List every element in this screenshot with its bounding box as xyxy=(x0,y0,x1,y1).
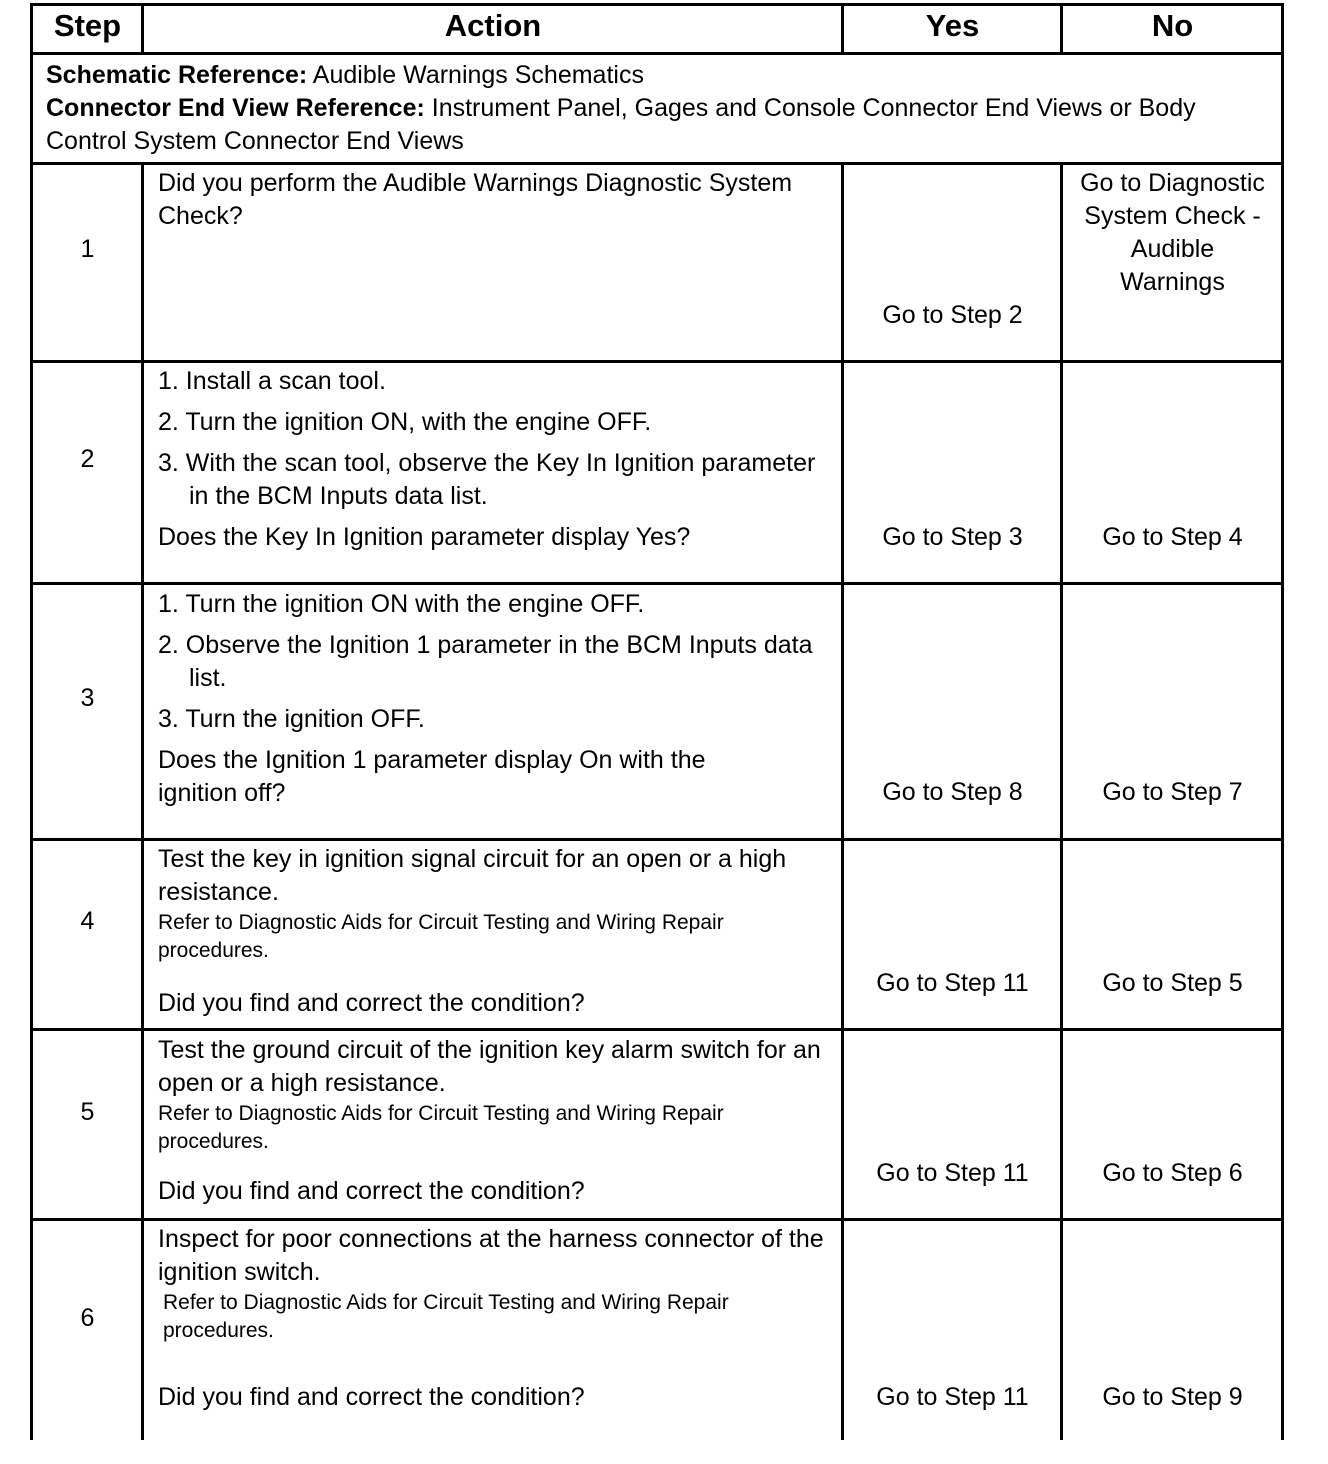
step-number: 4 xyxy=(80,907,95,935)
no-cell: Go to Diagnostic System Check - Audible Warnings xyxy=(1080,169,1265,296)
step-number: 5 xyxy=(80,1098,95,1126)
reference-note: Refer to Diagnostic Aids for Circuit Testing and Wiring Repair procedures. xyxy=(158,1102,724,1153)
yes-cell: Go to Step 11 xyxy=(876,1159,1029,1187)
header-step: Step xyxy=(53,8,122,43)
action-cell xyxy=(158,365,828,554)
no-cell: Go to Step 7 xyxy=(1102,778,1243,806)
schematic-reference xyxy=(46,59,1272,92)
list-item: 3. With the scan tool, observe the Key In Ignition parameter in the BCM Inputs data list. xyxy=(158,449,816,510)
action-question: Did you find and correct the condition? xyxy=(158,989,585,1017)
action-cell xyxy=(158,1034,833,1156)
action-question: Does the Ignition 1 parameter display On with the ignition off? xyxy=(158,746,706,807)
yes-cell: Go to Step 11 xyxy=(876,969,1029,997)
action-text: Test the ground circuit of the ignition key alarm switch for an open or a high resistance. xyxy=(158,1036,821,1097)
header-action: Action xyxy=(444,8,542,43)
action-steps xyxy=(158,588,833,736)
yes-cell: Go to Step 2 xyxy=(882,301,1023,329)
action-question: Did you find and correct the condition? xyxy=(158,1383,585,1411)
connector-reference-label: Connector End View Reference: xyxy=(46,94,425,122)
connector-reference xyxy=(46,92,1272,158)
action-steps xyxy=(158,365,828,513)
header-yes: Yes xyxy=(925,8,980,43)
no-cell: Go to Step 9 xyxy=(1102,1383,1243,1411)
action-question: Did you find and correct the condition? xyxy=(158,1177,585,1205)
step-number: 6 xyxy=(80,1304,95,1332)
reference-note: Refer to Diagnostic Aids for Circuit Testing and Wiring Repair procedures. xyxy=(163,1291,729,1342)
list-item: 2. Turn the ignition ON, with the engine OFF. xyxy=(158,408,652,436)
list-item: 1. Install a scan tool. xyxy=(158,367,386,395)
no-cell: Go to Step 5 xyxy=(1102,969,1243,997)
step-number: 1 xyxy=(80,235,95,263)
action-text: Inspect for poor connections at the harness connector of the ignition switch. xyxy=(158,1225,824,1286)
no-cell: Go to Step 6 xyxy=(1102,1159,1243,1187)
action-question: Does the Key In Ignition parameter display Yes? xyxy=(158,523,691,551)
schematic-reference-label: Schematic Reference: xyxy=(46,61,308,89)
list-item: 3. Turn the ignition OFF. xyxy=(158,705,425,733)
yes-cell: Go to Step 3 xyxy=(882,523,1023,551)
yes-cell: Go to Step 11 xyxy=(876,1383,1029,1411)
header-no: No xyxy=(1151,8,1194,43)
connector-reference-value: Instrument Panel, Gages and Console Connector End Views or Body Control System Connector End Views xyxy=(46,94,1196,155)
schematic-reference-value: Audible Warnings Schematics xyxy=(307,61,644,89)
no-cell: Go to Step 4 xyxy=(1102,523,1243,551)
list-item: 2. Observe the Ignition 1 parameter in the BCM Inputs data list. xyxy=(158,631,813,692)
action-cell xyxy=(158,588,833,810)
action-cell xyxy=(158,843,828,965)
action-text: Test the key in ignition signal circuit for an open or a high resistance. xyxy=(158,845,787,906)
reference-block xyxy=(46,59,1272,158)
list-item: 1. Turn the ignition ON with the engine OFF. xyxy=(158,590,645,618)
action-cell xyxy=(158,1223,833,1345)
reference-note: Refer to Diagnostic Aids for Circuit Testing and Wiring Repair procedures. xyxy=(158,911,724,962)
action-question: Did you perform the Audible Warnings Diagnostic System Check? xyxy=(158,169,793,230)
step-number: 2 xyxy=(80,445,95,473)
yes-cell: Go to Step 8 xyxy=(882,778,1023,806)
step-number: 3 xyxy=(80,684,95,712)
